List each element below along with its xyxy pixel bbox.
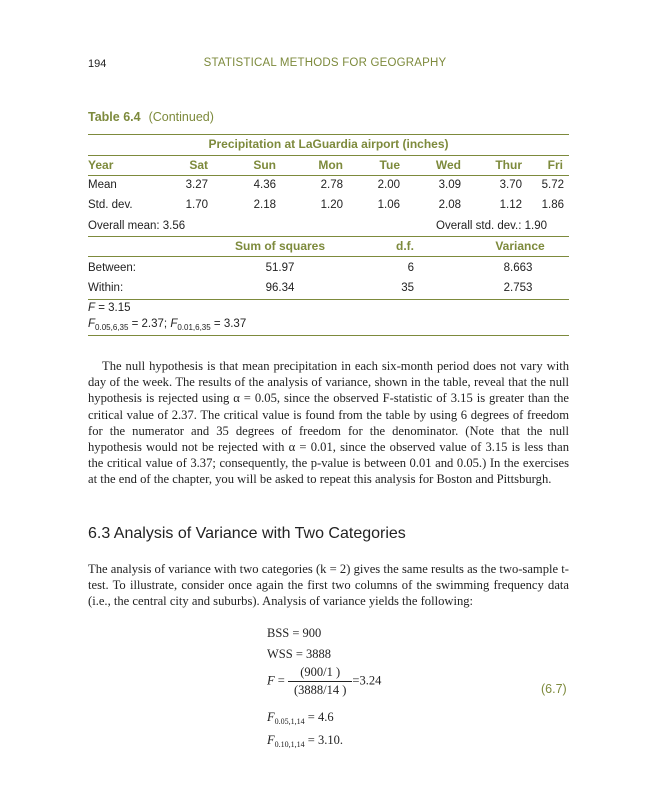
section-paragraph: The analysis of variance with two categories (k = 2) gives the same results as the two-sample t-test. To illustrate, consider once again the first two columns of the swimming frequency data (i.e., the central city and suburbs). Analysis of variance yields the following: — [88, 562, 569, 609]
f-denominator: (3888/14 ) — [293, 683, 347, 697]
anova-header-variance: Variance — [495, 239, 545, 253]
f-critical-01: = 3.37 — [213, 318, 247, 330]
equation-bss: BSS = 900 — [267, 626, 322, 640]
table-cell: 35 — [401, 282, 414, 294]
anova-header-ss: Sum of squares — [234, 239, 326, 253]
equation-number: (6.7) — [541, 682, 567, 696]
table-cell: 1.20 — [320, 199, 343, 211]
table-cell: 1.70 — [185, 199, 208, 211]
table-cell: 3.27 — [185, 179, 208, 191]
section-heading: 6.3 Analysis of Variance with Two Categories — [88, 525, 406, 542]
table-cell: 2.753 — [503, 282, 533, 294]
table-top-rule — [88, 134, 569, 135]
table-bottom-rule — [88, 335, 569, 336]
anova-top-rule — [88, 236, 569, 237]
table-cell: 51.97 — [265, 262, 295, 274]
anova-row-between: Between: — [88, 262, 136, 274]
table-title: Precipitation at LaGuardia airport (inches) — [208, 137, 449, 151]
f-result: =3.24 — [352, 673, 382, 688]
table-caption — [88, 110, 214, 124]
table-cell: 2.00 — [377, 179, 400, 191]
col-header-wed: Wed — [435, 158, 461, 172]
table-cell: 6 — [407, 262, 414, 274]
f10-value: = 3.10. — [307, 733, 343, 747]
table-cell: 4.36 — [253, 179, 276, 191]
table-cell: 3.70 — [499, 179, 522, 191]
col-header-year: Year — [88, 158, 114, 172]
table-cell: 1.86 — [541, 199, 564, 211]
table-label: Table 6.4 — [88, 110, 141, 124]
col-header-tue: Tue — [379, 158, 400, 172]
anova-bottom-rule — [88, 299, 569, 300]
anova-header-df: d.f. — [396, 239, 414, 253]
f-numerator: (900/1 ) — [288, 665, 352, 682]
body-paragraph: The null hypothesis is that mean precipitation in each six-month period does not vary with day of the week. The results of the analysis of variance, shown in the table, reveal that the null hypothesis is rejected using α = 0.05, since the observed F-statistic of 3.15 is greater than the critical value of 2.37. The critical value is found from the table by using 6 degrees of freedom for the numerator and 35 degrees of freedom for the denominator. (Note that the null hypothesis would not be rejected with α = 0.01, since the observed value of 3.15 is less than the critical value of 3.37; consequently, the p-value is between 0.01 and 0.05.) In the exercises at the end of the chapter, you will be asked to repeat this analysis for Boston and Pittsburgh. — [88, 359, 569, 487]
overall-std-dev: Overall std. dev.: 1.90 — [436, 220, 548, 232]
f-critical-note: $F_{0.05,6,35} = 2.37$; $F_{0.01,6,35} = 3.37$ — [88, 318, 247, 332]
table-cell: 2.18 — [253, 199, 276, 211]
overall-mean: Overall mean: 3.56 — [88, 220, 186, 232]
table-cell: 8.663 — [503, 262, 533, 274]
col-header-mon: Mon — [318, 158, 343, 172]
equation-f05: $F_{0.05,1,14} = 4.6$ — [267, 710, 334, 726]
equation-f: F = $\frac{(900/1 )}{(3888/14 )}$ =3.24 — [267, 665, 382, 697]
col-header-thur: Thur — [495, 158, 522, 172]
table-cell: 96.34 — [265, 282, 295, 294]
col-header-fri: Fri — [547, 158, 563, 172]
table-cell: 1.06 — [377, 199, 400, 211]
col-header-sun: Sun — [253, 158, 276, 172]
row-label-mean: Mean — [88, 179, 117, 191]
table-cell: 2.78 — [320, 179, 343, 191]
page-number: 194 — [88, 58, 107, 70]
running-head: STATISTICAL METHODS FOR GEOGRAPHY — [203, 57, 447, 69]
table-cell: 2.08 — [438, 199, 461, 211]
header-rule — [88, 175, 569, 176]
f-fraction — [288, 665, 352, 698]
equation-f10: $F_{0.10,1,14} = 3.10$. — [267, 733, 343, 749]
f05-value: = 4.6 — [307, 710, 334, 724]
f-statistic-note: F = 3.15 — [88, 302, 131, 314]
anova-row-within: Within: — [88, 282, 124, 294]
table-title-rule — [88, 155, 569, 156]
table-cell: 3.09 — [438, 179, 461, 191]
f-critical-05: = 2.37; — [131, 318, 168, 330]
equation-wss: WSS = 3888 — [267, 647, 332, 661]
table-cell: 1.12 — [499, 199, 522, 211]
col-header-sat: Sat — [189, 158, 208, 172]
table-cell: 5.72 — [541, 179, 564, 191]
anova-header-rule — [88, 256, 569, 257]
row-label-std-dev: Std. dev. — [88, 199, 133, 211]
f-statistic-value: = 3.15 — [98, 302, 131, 314]
table-caption-text: (Continued) — [148, 110, 214, 124]
